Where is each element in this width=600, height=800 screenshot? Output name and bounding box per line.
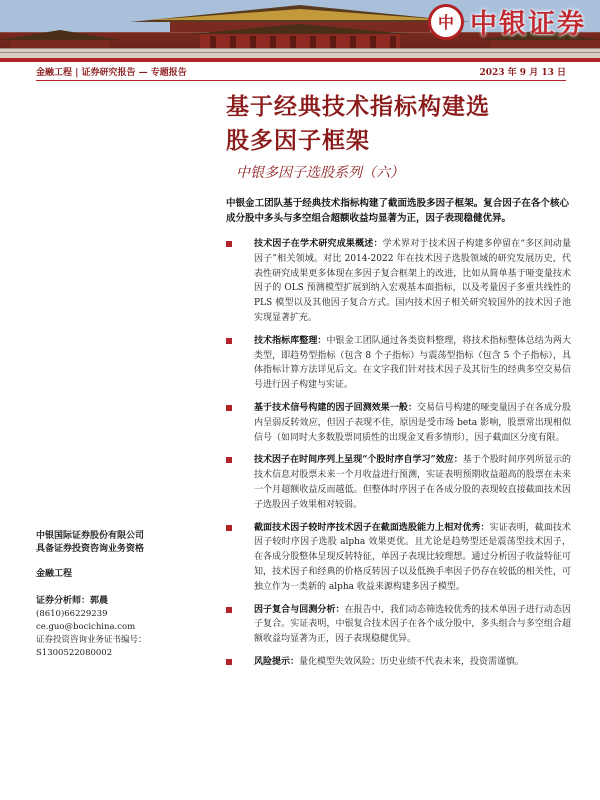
- key-point: [226, 521, 571, 595]
- sidebar-section: 金融工程: [36, 569, 73, 579]
- key-point-text: 中银金工团队通过各类资料整理，将技术指标整体总结为两大类型，即趋势型指标（包含 8 个子指标）与震荡型指标（包含 5 个子指标），具体指标计算方法详见后文。在文字我们针对技术因子及其衍生的经典多空交易信号进行因子构建与实证。: [254, 335, 571, 391]
- bullet-icon: [226, 241, 232, 247]
- company-qualification: 具备证券投资咨询业务资格: [36, 544, 145, 554]
- brand-logo: [428, 2, 586, 41]
- key-point: [226, 334, 571, 393]
- header-divider: [0, 58, 600, 62]
- bullet-icon: [226, 338, 232, 344]
- meta-divider: [36, 80, 566, 81]
- analyst-phone: (8610)66229239: [36, 609, 108, 619]
- abstract: 中银金工团队基于经典技术指标构建了截面选股多因子框架。复合因子在各个核心成分股中多头与多空组合超额收益均显著为正，因子表现稳健优异。: [226, 198, 569, 224]
- key-point: [226, 655, 571, 670]
- key-point: [226, 603, 571, 647]
- company-name: 中银国际证券股份有限公司: [36, 531, 145, 541]
- report-date: 2023 年 9 月 13 日: [479, 68, 566, 78]
- bullet-icon: [226, 659, 232, 665]
- key-point-lead: 风险提示：: [254, 656, 300, 667]
- bullet-icon: [226, 525, 232, 531]
- bullet-icon: [226, 607, 232, 613]
- brand-name: 中银证券: [470, 9, 586, 40]
- report-subtitle: 中银多因子选股系列（六）: [236, 165, 404, 181]
- title-line-1: 基于经典技术指标构建选: [226, 93, 490, 120]
- key-point: [226, 453, 571, 512]
- key-point-text: 实证表明，截面技术因子较时序因子选股 alpha 效果更优。且尤论是趋势型还是震荡型技术因子，在各成分股整体呈现反转特征，单因子表现比较理想。通过分析因子收益特征可知，技术因子和经典的价格反转因子以及低换手率因子仍存在较低的相关性，可独立作为一类新的 alpha 收益来源构建多因子模型。: [254, 522, 571, 592]
- analyst-name: 证券分析师：郭晨: [36, 596, 109, 606]
- key-point-text: 学术界对于技术因子构建多停留在“多区间动量因子”相关领域。对比 2014-2022 年在技术因子选股领域的研究发展历史，代表性研究成果更多体现在多因子复合框架上的改进，比如从简单基于哑变量技术因子的 OLS 预测模型扩展到纳入宏观基本面指标，以及考量因子多重共线性的 PLS 模型以及其他因子复合方式。国内技术因子相关研究较国外的技术因子池实现显著扩充。: [254, 239, 571, 323]
- logo-mark-text: 中: [437, 13, 454, 32]
- key-point-lead: 技术因子在时间序列上呈现“个股时序自学习”效应：: [254, 455, 463, 466]
- key-point: [226, 237, 571, 326]
- header-banner: [0, 0, 600, 58]
- analyst-license: 证券投资咨询业务证书编号：S1300522080002: [36, 635, 147, 658]
- analyst-email: ce.guo@bocichina.com: [36, 622, 136, 632]
- key-point-lead: 因子复合与回测分析：: [254, 604, 345, 615]
- key-point-lead: 技术指标库整理：: [254, 335, 327, 346]
- key-point-lead: 截面技术因子较时序技术因子在截面选股能力上相对优秀：: [254, 522, 490, 533]
- key-point-text: 在报告中，我们动态筛选较优秀的技术单因子进行动态因子复合。实证表明，中银复合技术因子在各个成分股中，多头组合与多空组合超额收益均显著为正，因子表现稳健优异。: [254, 604, 571, 645]
- report-title: [226, 90, 576, 158]
- key-point-lead: 基于技术信号构建的因子回测效果一般：: [254, 402, 418, 413]
- report-meta: [36, 65, 566, 78]
- bullet-icon: [226, 405, 232, 411]
- sidebar-info: [36, 530, 216, 660]
- key-point-lead: 技术因子在学术研究成果概述：: [254, 239, 383, 249]
- key-points: [226, 237, 571, 678]
- bank-logo-icon: [428, 4, 464, 40]
- bullet-icon: [226, 457, 232, 463]
- report-category: 金融工程 | 证券研究报告 — 专题报告: [36, 68, 187, 78]
- key-point-text: 交易信号构建的哑变量因子在各成分股内呈弱反转效应，但因子表现不佳，原因是受市场 beta 影响，股票常出现相似信号（如同时大多数股票同质性的出现金叉看多情形），因子截面区分度有限。: [254, 402, 571, 443]
- title-line-2: 股多因子框架: [226, 127, 370, 154]
- key-point-text: 基于个股时间序列所显示的技术信息对股票未来一个月收益进行预测，实证表明预期收益超高的股票在未来一个月超额收益反而越低。但整体时序因子在各成分股的表现较直接截面技术因子选股因子效果相对较弱。: [254, 455, 571, 510]
- key-point-text: 量化模型失效风险；历史业绩不代表未来，投资需谨慎。: [299, 656, 525, 667]
- key-point: [226, 401, 571, 445]
